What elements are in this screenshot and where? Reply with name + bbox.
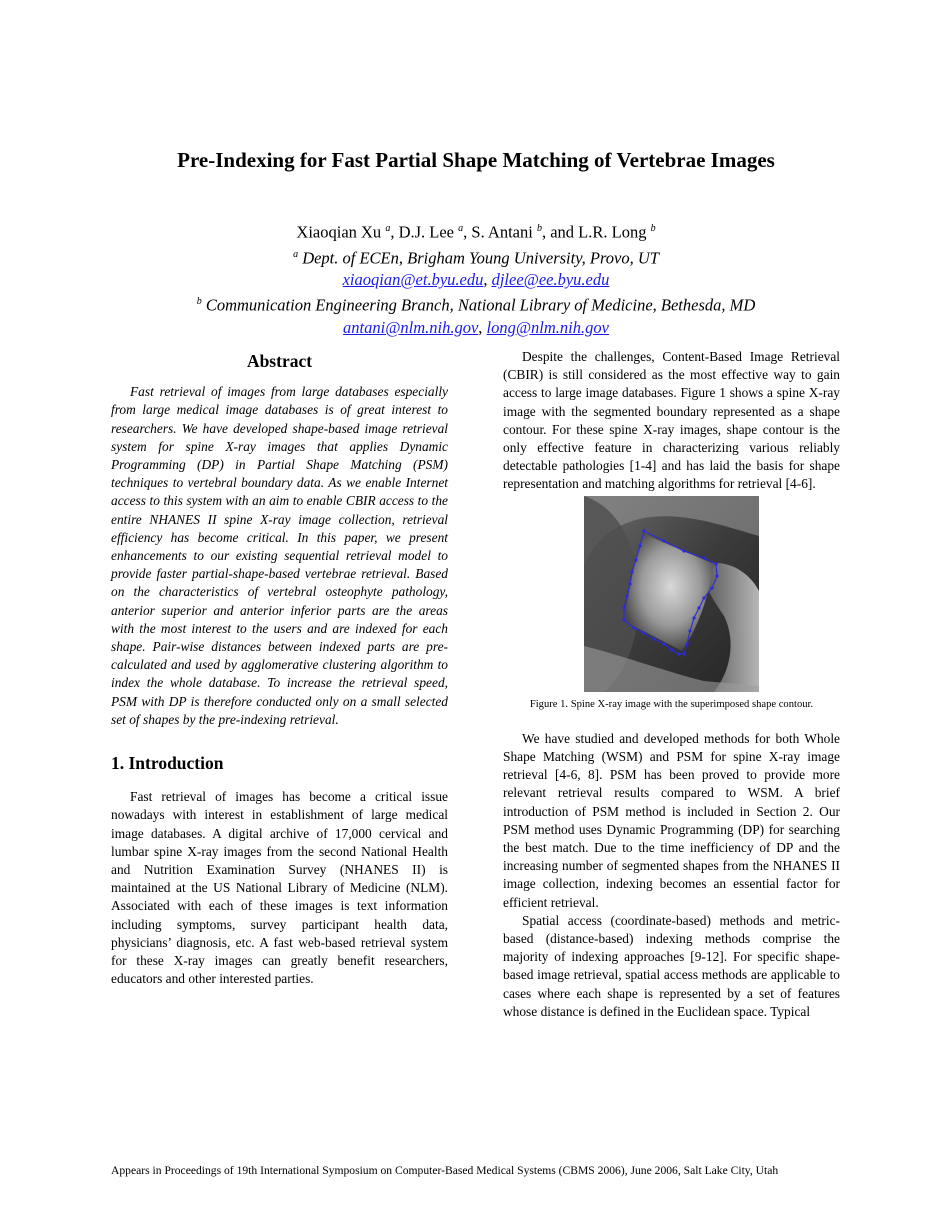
affiliation-mark: a bbox=[458, 223, 464, 234]
contour-point bbox=[697, 606, 700, 609]
author-name: L.R. Long bbox=[578, 222, 647, 242]
author-name: Xiaoqian Xu bbox=[296, 222, 382, 242]
affiliation-mark: a bbox=[293, 248, 299, 260]
affiliation-a bbox=[0, 244, 952, 270]
contour-point bbox=[685, 642, 688, 645]
email-link[interactable]: xiaoqian@et.byu.edu bbox=[342, 270, 484, 289]
spine-xray-image bbox=[584, 496, 759, 692]
paper-title: Pre-Indexing for Fast Partial Shape Matching of Vertebrae Images bbox=[177, 148, 775, 172]
contour-point bbox=[670, 648, 673, 651]
email-separator: , bbox=[478, 317, 487, 337]
contour-point bbox=[662, 642, 665, 645]
email-link[interactable]: antani@nlm.nih.gov bbox=[343, 317, 479, 337]
contour-point bbox=[632, 626, 635, 629]
body-paragraph: Despite the challenges, Content-Based Image Retrieval (CBIR) is still considered as the most effective way to gain access to large image databases. Figure 1 shows a spine X-ray image with the segmented boundary represented as a shape contour. For these spine X-ray images, shape contour is the only effective feature in characterizing various reliably detectable pathologies [1-4] and has laid the basis for shape representation and matching algorithms for retrieval [4-6]. bbox=[503, 349, 840, 492]
contour-point bbox=[642, 529, 645, 532]
figure-caption: Figure 1. Spine X-ray image with the superimposed shape contour. bbox=[529, 698, 814, 710]
email-link[interactable]: djlee@ee.byu.edu bbox=[491, 270, 610, 289]
contour-point bbox=[630, 570, 633, 573]
contour-point bbox=[692, 616, 695, 619]
contour-point bbox=[642, 631, 645, 634]
contour-point bbox=[625, 594, 628, 597]
page-footer: Appears in Proceedings of 19th International Symposium on Computer-Based Medical Systems (CBMS 2006), June 2006, Salt Lake City, Utah bbox=[111, 1164, 779, 1177]
contour-point bbox=[682, 652, 685, 655]
section-heading-introduction: 1. Introduction bbox=[111, 753, 224, 774]
author-separator: , and bbox=[541, 222, 579, 242]
contour-point bbox=[714, 562, 717, 565]
affiliation-a-text: Dept. of ECEn, Brigham Young University, Provo, UT bbox=[302, 248, 659, 267]
affiliation-b bbox=[0, 291, 952, 317]
right-column bbox=[503, 348, 840, 1021]
contour-point bbox=[622, 606, 625, 609]
affiliation-mark: a bbox=[385, 223, 391, 234]
figure-1 bbox=[584, 496, 759, 692]
affiliation-mark: b bbox=[536, 223, 542, 234]
body-paragraph: We have studied and developed methods for both Whole Shape Matching (WSM) and PSM for spine X-ray image retrieval [4-6, 8]. PSM has been proved to provide more relevant retrieval results compared to WSM. A brief introduction of PSM method is included in Section 2. Our PSM method uses Dynamic Programming (DP) for searching the best match. Due to the time inefficiency of DP and the increasing number of segmented shapes from the NHANES II image collection, indexing becomes an essential factor for efficient retrieval. bbox=[503, 730, 840, 910]
author-name: S. Antani bbox=[471, 222, 533, 242]
abstract-heading: Abstract bbox=[246, 351, 313, 371]
contour-point bbox=[677, 652, 680, 655]
contour-point bbox=[662, 539, 665, 542]
contour-point bbox=[628, 582, 631, 585]
affiliation-a-emails bbox=[0, 269, 952, 291]
affiliation-b-text: Communication Engineering Branch, National Library of Medicine, Bethesda, MD bbox=[205, 295, 756, 315]
body-paragraph: Spatial access (coordinate-based) methods and metric-based (distance-based) indexing methods comprise the majority of indexing approaches [9-12]. For specific shape-based image retrieval, spatial access methods are applicable to cases where each shape is represented by a set of features whose distance is defined in the Euclidean space. Typical bbox=[503, 912, 840, 1019]
contour-point bbox=[702, 556, 705, 559]
author-name: D.J. Lee bbox=[398, 222, 455, 242]
email-link[interactable]: long@nlm.nih.gov bbox=[486, 317, 609, 337]
left-column bbox=[111, 348, 448, 989]
author-line bbox=[0, 218, 952, 244]
contour-point bbox=[652, 637, 655, 640]
contour-point bbox=[682, 549, 685, 552]
contour-point bbox=[702, 596, 705, 599]
contour-point bbox=[715, 574, 718, 577]
contour-point bbox=[622, 618, 625, 621]
abstract-text: Fast retrieval of images from large databases especially from large medical image databases is of great interest to researchers. We have developed shape-based image retrieval system for spine X-ray images that applies Dynamic Programming (DP) in Partial Shape Matching (PSM) techniques to vertebral boundary data. As we enable Internet access to this system with an aim to enable CBIR access to the entire NHANES II spine X-ray image collection, retrieval efficiency has become critical. In this paper, we present enhancements to our existing sequential retrieval model to provide faster partial-shape-based vertebrae retrieval. Based on the characteristics of vertebral osteophyte pathology, anterior superior and anterior inferior parts are the areas with the most interest to the users and are indexed for each shape. Pair-wise distances between indexed parts are pre-calculated and used by agglomerative clustering algorithm to index the whole database. To increase the retrieval speed, PSM with DP is therefore conducted only on a small selected set of shapes by the pre-indexing retrieval. bbox=[111, 384, 448, 727]
intro-paragraph: Fast retrieval of images has become a critical issue nowadays with interest in establishment of large medical image databases. A digital archive of 17,000 cervical and lumbar spine X-ray images from the second National Health and Nutrition Examination Survey (NHANES II) is maintained at the US National Library of Medicine (NLM). Associated with each of these images is text information including symptoms, survey participant health data, physicians’ diagnosis, etc. A fast web-based retrieval system for these X-ray images can greatly benefit researchers, educators and other interested parties. bbox=[111, 789, 448, 987]
email-separator: , bbox=[483, 270, 492, 289]
contour-point bbox=[710, 586, 713, 589]
author-block bbox=[0, 218, 952, 339]
contour-point bbox=[638, 544, 641, 547]
contour-point bbox=[634, 558, 637, 561]
contour-point bbox=[688, 629, 691, 632]
affiliation-mark: b bbox=[196, 296, 202, 307]
affiliation-mark: b bbox=[650, 223, 656, 234]
author-separator: , bbox=[463, 222, 472, 242]
affiliation-b-emails bbox=[0, 317, 952, 339]
author-separator: , bbox=[390, 222, 399, 242]
